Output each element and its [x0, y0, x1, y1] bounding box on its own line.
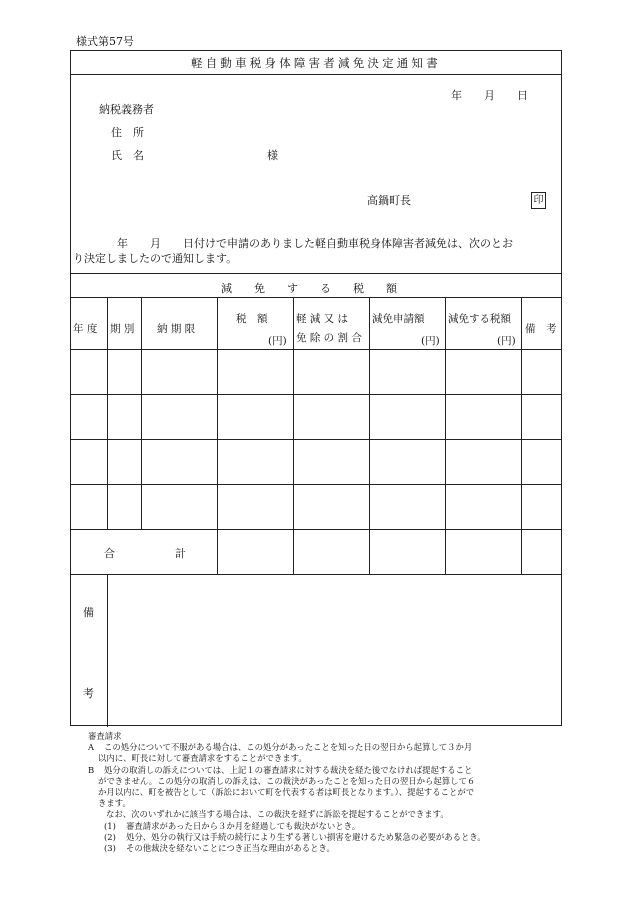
address-label: 住 所 — [111, 126, 144, 139]
remarks-label-2: 考 — [83, 687, 94, 700]
header-exempt: 減免する税額 — [448, 313, 511, 325]
note-item3: その他裁決を経ないことにつき正当な理由があるとき。 — [126, 843, 335, 853]
note-c-line1: なお、次のいずれかに該当する場合は、この裁決を経ずに訴訟を提起することができます。 — [106, 809, 449, 819]
header-exempt-unit: (円) — [497, 335, 516, 347]
notes-heading: 審査請求 — [88, 731, 122, 741]
form-number: 様式第57号 — [76, 35, 134, 48]
total-label-2: 計 — [175, 547, 186, 560]
col-rule-ratio — [369, 297, 370, 574]
col-rule-exempt — [521, 297, 522, 574]
col-rule-tax — [293, 297, 294, 574]
col-rule-year — [107, 297, 108, 529]
note-item3-label: (3) — [104, 843, 116, 853]
col-rule-class — [141, 297, 142, 529]
header-year: 年 度 — [73, 323, 98, 335]
notice-text-line2: り決定しましたので通知します。 — [73, 252, 238, 265]
note-item1-label: (1) — [104, 821, 116, 831]
header-applied: 減免申請額 — [372, 313, 425, 325]
header-tax-unit: (円) — [268, 335, 287, 347]
col-rule-applied — [445, 297, 446, 574]
issuer-name: 高鍋町長 — [367, 194, 411, 207]
notice-text-line1: 年 月 日付けで申請のありました軽自動車税身体障害者減免は、次のとお — [73, 237, 513, 250]
header-ratio-line1: 軽 減 又 は — [296, 313, 349, 325]
honorific: 様 — [267, 149, 278, 162]
taxpayer-label: 納税義務者 — [99, 103, 154, 116]
header-applied-unit: (円) — [421, 335, 440, 347]
header-remarks: 備 考 — [525, 323, 557, 335]
header-class: 期 別 — [110, 323, 135, 335]
name-label: 氏 名 — [111, 149, 144, 162]
rule-total — [71, 574, 561, 575]
note-a-line1: この処分について不服がある場合は、この処分があったことを知った日の翌日から起算して３か月 — [104, 742, 473, 752]
note-b-line2: ができません。この処分の取消しの訴えは、この裁決があったことを知った日の翌日から起算して６ — [98, 776, 476, 786]
total-label-1: 合 — [104, 547, 115, 560]
notice-form — [70, 50, 562, 726]
note-b-line1: 処分の取消しの訴えについては、上記１の審査請求に対する裁決を経た後でなければ提起すること — [104, 765, 473, 775]
col-rule-remarks — [107, 574, 108, 727]
issue-date: 年 月 日 — [451, 89, 528, 102]
seal-mark: 印 — [531, 192, 546, 209]
note-b-line3: か月以内に、町を被告として（訴訟において町を代表する者は町長となります。）、提起することがで — [98, 787, 475, 797]
header-ratio-line2: 免 除 の 割 合 — [296, 332, 362, 344]
header-tax: 税 額 — [236, 313, 268, 325]
remarks-label-1: 備 — [83, 606, 94, 619]
rule-row1 — [71, 394, 561, 395]
note-a-line2: 以内に、町長に対して審査請求をすることができます。 — [98, 753, 307, 763]
rule-title — [71, 74, 561, 75]
form-title: 軽自動車税身体障害者減免決定通知書 — [191, 56, 441, 70]
rule-row3 — [71, 484, 561, 485]
rule-notice — [71, 273, 561, 274]
col-rule-due — [217, 297, 218, 574]
section-header: 減 免 す る 税 額 — [221, 282, 397, 295]
header-due: 納 期 限 — [157, 323, 196, 335]
rule-section — [71, 297, 561, 298]
rule-header — [71, 349, 561, 350]
note-item2: 処分、処分の執行又は手続の続行により生ずる著しい損害を避けるため緊急の必要があるとき。 — [126, 832, 486, 842]
note-a-label: A — [88, 742, 95, 752]
note-b-label: B — [88, 765, 95, 775]
rule-row4 — [71, 529, 561, 530]
note-item2-label: (2) — [104, 832, 116, 842]
note-b-line4: きます。 — [98, 798, 131, 808]
note-item1: 審査請求があった日から３か月を経過しても裁決がないとき。 — [126, 821, 361, 831]
rule-row2 — [71, 439, 561, 440]
